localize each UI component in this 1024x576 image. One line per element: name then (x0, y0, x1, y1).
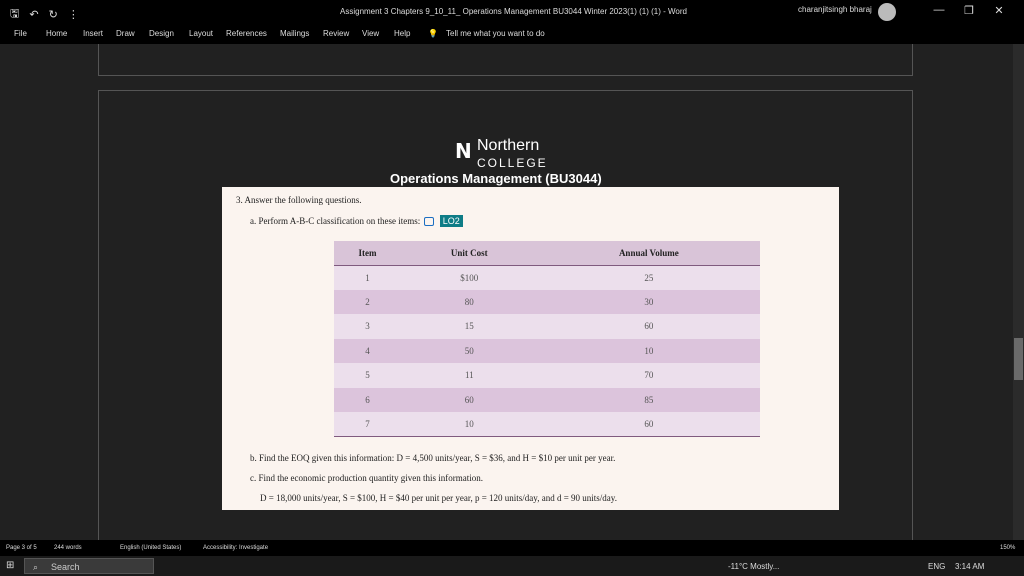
unit-cost-cell: 50 (401, 339, 538, 364)
tab-mailings[interactable]: Mailings (280, 29, 310, 38)
tab-design[interactable]: Design (149, 29, 174, 38)
tab-help[interactable]: Help (394, 29, 411, 38)
table-row (334, 290, 760, 315)
taskbar-search[interactable] (24, 558, 154, 574)
tab-view[interactable]: View (362, 29, 380, 38)
course-title: Operations Management (BU3044) (390, 171, 602, 186)
abc-table (334, 241, 760, 437)
table-row (334, 265, 760, 290)
item-cell: 1 (334, 265, 401, 290)
tab-file[interactable]: File (14, 29, 27, 38)
logo-college: COLLEGE (477, 156, 548, 170)
ribbon-tabs (0, 24, 1024, 44)
question-c: c. Find the economic production quantity given this information. (250, 473, 483, 483)
item-cell: 6 (334, 388, 401, 413)
table-row (334, 388, 760, 413)
tab-insert[interactable]: Insert (83, 29, 104, 38)
taskbar (0, 556, 1024, 576)
weather[interactable]: -11°C Mostly... (728, 562, 780, 571)
save-icon[interactable]: 🖫 (10, 8, 20, 20)
taskbar-search-label: Search (51, 562, 80, 572)
vertical-scrollbar[interactable] (1013, 44, 1024, 540)
user-name[interactable]: charanjitsingh bharaj (798, 5, 872, 14)
redo-icon[interactable]: ↻ (48, 9, 58, 21)
table-row (334, 339, 760, 364)
header-item: Item (334, 241, 401, 265)
tab-home[interactable]: Home (46, 29, 68, 38)
logo-n-mark: N (455, 139, 472, 163)
question-b: b. Find the EOQ given this information: D = 4,500 units/year, S = $36, and H = $10 per unit per year. (250, 453, 616, 463)
tab-references[interactable]: References (226, 29, 267, 38)
annual-volume-cell: 10 (538, 339, 760, 364)
college-logo (455, 137, 565, 173)
tab-draw[interactable]: Draw (116, 29, 135, 38)
clock[interactable]: 3:14 AM (955, 562, 985, 571)
tab-review[interactable]: Review (323, 29, 350, 38)
header-unit-cost: Unit Cost (401, 241, 538, 265)
annual-volume-cell: 60 (538, 314, 760, 339)
search-icon: ⌕ (33, 562, 39, 572)
item-cell: 5 (334, 363, 401, 388)
unit-cost-cell: $100 (401, 265, 538, 290)
link-icon (424, 217, 434, 226)
annual-volume-cell: 25 (538, 265, 760, 290)
annual-volume-cell: 30 (538, 290, 760, 315)
table-row (334, 314, 760, 339)
unit-cost-cell: 15 (401, 314, 538, 339)
more-icon[interactable]: ⋮ (67, 9, 79, 21)
language-indicator[interactable]: ENG (928, 562, 946, 571)
tab-layout[interactable]: Layout (189, 29, 214, 38)
unit-cost-cell: 80 (401, 290, 538, 315)
table-row (334, 412, 760, 437)
word-count[interactable]: 244 words (54, 545, 82, 551)
accessibility-status[interactable]: Accessibility: Investigate (203, 545, 269, 551)
table-row (334, 363, 760, 388)
logo-northern: Northern (477, 137, 540, 154)
language[interactable]: English (United States) (120, 545, 182, 551)
minimize-icon[interactable]: — (933, 4, 945, 16)
zoom-level[interactable]: 150% (1000, 545, 1016, 551)
restore-icon[interactable]: ❐ (964, 5, 974, 17)
question-a-text: a. Perform A-B-C classification on these items: (250, 216, 421, 226)
windows-start-icon[interactable]: ⊞ (6, 560, 15, 571)
annual-volume-cell: 70 (538, 363, 760, 388)
page-count[interactable]: Page 3 of 5 (6, 545, 37, 551)
avatar[interactable] (878, 3, 896, 21)
annual-volume-cell: 60 (538, 412, 760, 437)
document-title: Assignment 3 Chapters 9_10_11_ Operations Management BU3044 Winter 2023(1) (1) (1) - Word (340, 7, 687, 16)
question-c-detail: D = 18,000 units/year, S = $100, H = $40 per unit per year, p = 120 units/day, and d = 90 units/day. (260, 493, 617, 503)
previous-page (98, 44, 913, 76)
annual-volume-cell: 85 (538, 388, 760, 413)
tell-me-search[interactable]: Tell me what you want to do (446, 29, 545, 38)
undo-icon[interactable]: ↶ (29, 9, 39, 21)
unit-cost-cell: 10 (401, 412, 538, 437)
question-image (222, 187, 839, 510)
lightbulb-icon: 💡 (428, 29, 438, 38)
question-a (250, 215, 463, 227)
item-cell: 2 (334, 290, 401, 315)
close-icon[interactable]: ✕ (994, 5, 1004, 17)
item-cell: 3 (334, 314, 401, 339)
unit-cost-cell: 60 (401, 388, 538, 413)
unit-cost-cell: 11 (401, 363, 538, 388)
item-cell: 7 (334, 412, 401, 437)
header-annual-volume: Annual Volume (538, 241, 760, 265)
item-cell: 4 (334, 339, 401, 364)
quick-access-toolbar (10, 5, 79, 24)
lo2-badge: LO2 (440, 215, 463, 227)
window-controls (924, 4, 1014, 17)
scrollbar-thumb[interactable] (1014, 338, 1023, 380)
title-bar (0, 0, 1024, 24)
status-bar (0, 540, 1024, 556)
question-3: 3. Answer the following questions. (236, 195, 362, 205)
